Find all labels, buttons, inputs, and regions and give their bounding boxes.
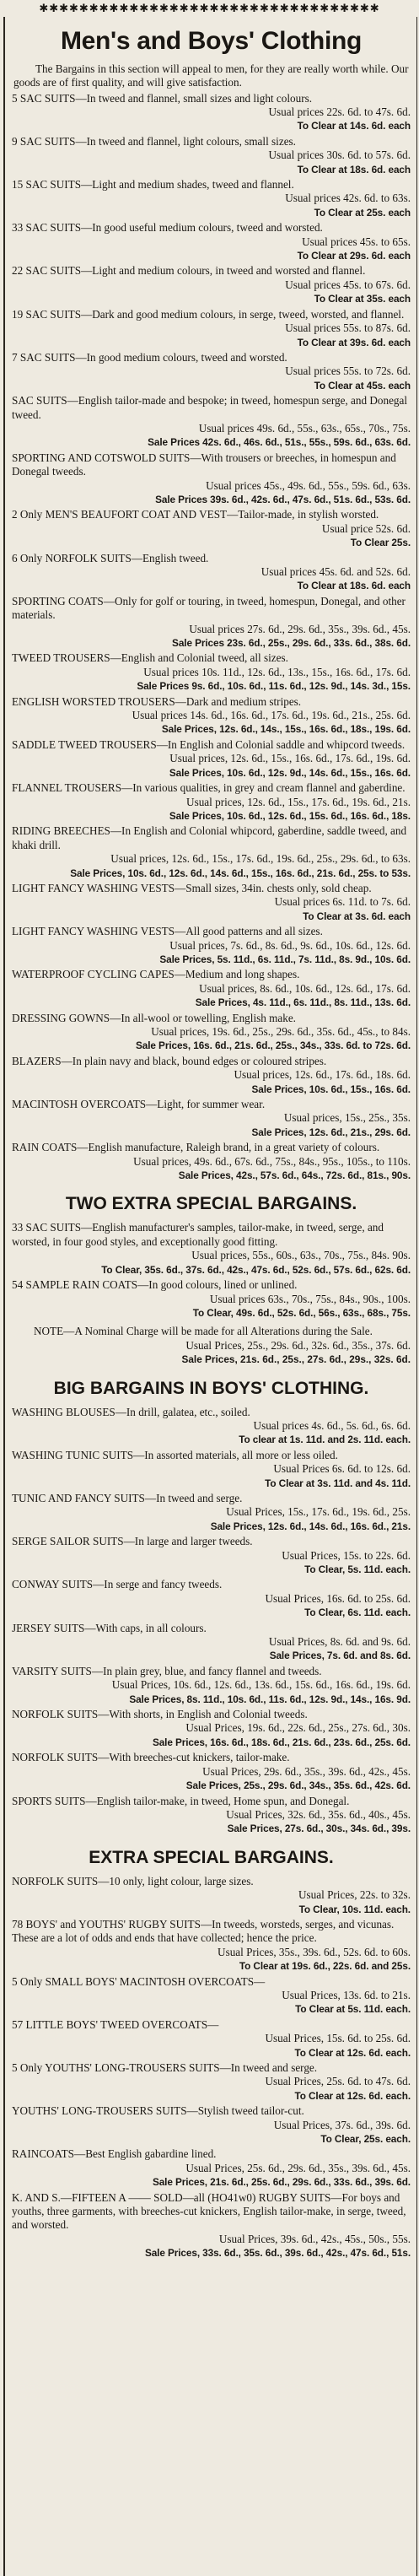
- usual-prices: Usual prices, 19s. 6d., 25s., 29s. 6d., 35s. 6d., 45s., to 84s.: [151, 1025, 411, 1038]
- item-description: YOUTHS' LONG-TROUSERS SUITS—Stylish tweed tailor-cut.: [12, 2104, 304, 2118]
- usual-prices: Usual prices 45s. to 67s. 6d.: [285, 278, 411, 291]
- usual-prices: Usual prices 4s. 6d., 5s. 6d., 6s. 6d.: [253, 1418, 411, 1432]
- item-description: SPORTS SUITS—English tailor-make, in tweed, Home spun, and Donegal.: [12, 1794, 350, 1807]
- sale-prices: Sale Prices 9s. 6d., 10s. 6d., 11s. 6d., 12s. 9d., 14s. 3d., 15s.: [137, 680, 411, 693]
- sale-prices: Sale Prices, 42s., 57s. 6d., 64s., 72s. 6d., 81s., 90s.: [178, 1169, 411, 1182]
- item-description: 6 Only NORFOLK SUITS—English tweed.: [12, 551, 209, 564]
- list-item: [12, 451, 411, 507]
- usual-prices: Usual Prices, 25s. 6d. to 47s. 6d.: [265, 2075, 411, 2088]
- list-item: [12, 1751, 411, 1792]
- sale-prices: Sale Prices, 5s. 11d., 6s. 11d., 7s. 11d., 8s. 9d., 10s. 6d.: [159, 953, 411, 965]
- usual-prices: Usual prices 14s. 6d., 16s. 6d., 17s. 6d., 19s. 6d., 21s., 25s. 6d.: [132, 709, 411, 722]
- sale-prices: Sale Prices, 4s. 11d., 6s. 11d., 8s. 11d., 13s. 6d.: [195, 996, 411, 1009]
- item-description: SADDLE TWEED TROUSERS—In English and Colonial saddle and whipcord tweeds.: [12, 737, 406, 751]
- list-item: [12, 394, 411, 450]
- advertisement-body: [12, 19, 411, 2262]
- sale-prices: Sale Prices, 10s. 6d., 12s. 9d., 14s. 6d., 15s., 16s. 6d.: [169, 766, 411, 779]
- sale-prices: To Clear, 49s. 6d., 52s. 6d., 56s., 63s., 68s., 75s.: [192, 1306, 411, 1319]
- item-description: ENGLISH WORSTED TROUSERS—Dark and medium stripes.: [12, 694, 302, 708]
- item-description: 54 SAMPLE RAIN COATS—In good colours, lined or unlined.: [12, 1278, 298, 1292]
- sale-prices: To Clear, 6s. 11d. each.: [304, 1607, 411, 1619]
- list-item: [12, 695, 411, 737]
- item-description: WASHING BLOUSES—In drill, galatea, etc., soiled.: [12, 1405, 250, 1418]
- sale-prices: To Clear at 12s. 6d. each.: [294, 2089, 411, 2102]
- item-description: CONWAY SUITS—In serge and fancy tweeds.: [12, 1578, 223, 1591]
- item-description: TWEED TROUSERS—English and Colonial tweed, all sizes.: [12, 651, 288, 665]
- section: [12, 92, 411, 1183]
- sale-prices: To Clear at 3s. 11d. and 4s. 11d.: [265, 1477, 411, 1489]
- usual-prices: Usual price 52s. 6d.: [321, 521, 411, 535]
- list-item: [12, 1708, 411, 1749]
- usual-prices: Usual Prices, 22s. to 32s.: [298, 1888, 411, 1902]
- list-item: [12, 1795, 411, 1836]
- sale-prices: To Clear at 45s. each: [314, 379, 411, 392]
- usual-prices: Usual Prices, 25s., 29s. 6d., 32s. 6d., 35s., 37s. 6d.: [185, 1338, 411, 1352]
- list-item: [12, 2018, 411, 2060]
- list-item: [12, 264, 411, 305]
- sale-prices: Sale Prices 42s. 6d., 46s. 6d., 51s., 55s., 59s. 6d., 63s. 6d.: [148, 436, 411, 449]
- list-item: [12, 1875, 411, 1916]
- sale-prices: Sale Prices, 8s. 11d., 10s. 6d., 11s. 6d., 12s. 9d., 14s., 16s. 9d.: [129, 1693, 411, 1705]
- usual-prices: Usual prices 27s. 6d., 29s. 6d., 35s., 39s. 6d., 45s.: [189, 622, 411, 635]
- sale-prices: To Clear at 35s. each: [314, 293, 411, 305]
- item-description: FLANNEL TROUSERS—In various qualities, in grey and cream flannel and gaberdine.: [12, 781, 406, 795]
- item-description: 57 LITTLE BOYS' TWEED OVERCOATS—: [12, 2017, 219, 2031]
- item-description: 22 SAC SUITS—Light and medium colours, in tweed and worsted and flannel.: [12, 264, 366, 278]
- item-description: MACINTOSH OVERCOATS—Light, for summer wear.: [12, 1098, 266, 1111]
- usual-prices: Usual Prices, 25s. 6d., 29s. 6d., 35s., 39s. 6d., 45s.: [185, 2161, 411, 2174]
- usual-prices: Usual Prices, 37s. 6d., 39s. 6d.: [273, 2118, 411, 2131]
- usual-prices: Usual prices, 12s. 6d., 15s., 17s. 6d., 19s. 6d., 21s.: [186, 795, 411, 808]
- list-item: [12, 1406, 411, 1447]
- sale-prices: To Clear at 19s. 6d., 22s. 6d. and 25s.: [239, 1960, 411, 1973]
- sale-prices: To Clear at 5s. 11d. each.: [295, 2003, 411, 2016]
- usual-prices: Usual Prices, 16s. 6d. to 25s. 6d.: [265, 1591, 411, 1605]
- usual-prices: Usual prices 10s. 11d., 12s. 6d., 13s., 15s., 16s. 6d., 17s. 6d.: [143, 665, 411, 678]
- item-description: 33 SAC SUITS—In good useful medium colours, tweed and worsted.: [12, 221, 323, 235]
- list-item: [12, 968, 411, 1009]
- sale-prices: To Clear at 25s. each: [314, 206, 411, 219]
- item-description: 7 SAC SUITS—In good medium colours, tweed and worsted.: [12, 350, 287, 364]
- item-description: NORFOLK SUITS—With shorts, in English and Colonial tweeds.: [12, 1708, 308, 1721]
- usual-prices: Usual prices, 12s. 6d., 15s., 16s. 6d., 17s. 6d., 19s. 6d.: [169, 752, 411, 765]
- usual-prices: Usual Prices, 35s., 39s. 6d., 52s. 6d. to 60s.: [218, 1945, 411, 1958]
- usual-prices: Usual prices, 15s., 25s., 35s.: [283, 1111, 411, 1125]
- sale-prices: Sale Prices, 33s. 6d., 35s. 6d., 39s. 6d., 42s., 47s. 6d., 51s.: [144, 2247, 411, 2260]
- sale-prices: To Clear 25s.: [350, 537, 411, 549]
- item-description: NORFOLK SUITS—10 only, light colour, large sizes.: [12, 1874, 254, 1887]
- item-description: 33 SAC SUITS—English manufacturer's samples, tailor-make, in tweed, serge, and worsted, in four good styles, and exceptionally good fitting.: [12, 1221, 384, 1248]
- list-item: [12, 135, 411, 176]
- item-description: K. AND S.—FIFTEEN A —— SOLD—all (HO41w0) RUGBY SUITS—For boys and youths, three garments, with breeches-cut knickers, English tailor-make, in serge, tweed, and worsted.: [12, 2190, 406, 2232]
- sale-prices: Sale Prices 39s. 6d., 42s. 6d., 47s. 6d., 51s. 6d., 53s. 6d.: [155, 493, 411, 505]
- item-description: SAC SUITS—English tailor-made and bespoke; in tweed, homespun serge, and Donegal tweed.: [12, 394, 408, 421]
- usual-prices: Usual prices, 12s. 6d., 17s. 6d., 18s. 6d.: [234, 1068, 411, 1082]
- list-item: [12, 2061, 411, 2103]
- sale-prices: Sale Prices, 12s. 6d., 21s., 29s. 6d.: [251, 1126, 411, 1138]
- item-description: RAINCOATS—Best English gabardine lined.: [12, 2147, 217, 2161]
- sale-prices: Sale Prices, 12s. 6d., 14s. 6d., 16s. 6d., 21s.: [210, 1520, 411, 1532]
- headline: Men's and Boys' Clothing: [60, 27, 363, 55]
- list-item: [12, 1012, 411, 1053]
- sale-prices: Sale Prices 23s. 6d., 25s., 29s. 6d., 33s. 6d., 38s. 6d.: [172, 637, 411, 650]
- sale-prices: To Clear at 29s. 6d. each: [297, 250, 411, 262]
- section-title: TWO EXTRA SPECIAL BARGAINS.: [65, 1194, 357, 1214]
- sale-prices: Sale Prices, 21s. 6d., 25s., 27s. 6d., 29s., 32s. 6d.: [181, 1353, 411, 1366]
- list-item: [12, 1449, 411, 1490]
- list-item: [12, 1141, 411, 1182]
- item-description: RIDING BREECHES—In English and Colonial whipcord, gaberdine, saddle tweed, and khaki drill.: [12, 824, 407, 851]
- usual-prices: Usual prices 55s. to 87s. 6d.: [285, 321, 411, 335]
- usual-prices: Usual prices, 7s. 6d., 8s. 6d., 9s. 6d., 10s. 6d., 12s. 6d.: [169, 938, 411, 952]
- usual-prices: Usual Prices, 13s. 6d. to 21s.: [282, 1988, 411, 2001]
- item-description: JERSEY SUITS—With caps, in all colours.: [12, 1621, 207, 1634]
- sale-prices: Sale Prices, 7s. 6d. and 8s. 6d.: [269, 1650, 411, 1662]
- item-description: 5 Only YOUTHS' LONG-TROUSERS SUITS—In tweed and serge.: [12, 2061, 318, 2074]
- item-description: WATERPROOF CYCLING CAPES—Medium and long shapes.: [12, 968, 300, 981]
- list-item: [12, 1055, 411, 1096]
- item-description: NORFOLK SUITS—With breeches-cut knickers, tailor-make.: [12, 1751, 290, 1764]
- list-item: [12, 178, 411, 219]
- item-description: DRESSING GOWNS—In all-wool or towelling, English make.: [12, 1011, 296, 1024]
- sale-prices: Sale Prices, 25s., 29s. 6d., 34s., 35s. 6d., 42s. 6d.: [185, 1779, 411, 1792]
- usual-prices: Usual Prices, 15s. 6d. to 25s. 6d.: [265, 2032, 411, 2045]
- usual-prices: Usual prices 45s. to 65s.: [302, 235, 411, 248]
- item-description: 9 SAC SUITS—In tweed and flannel, light colours, small sizes.: [12, 134, 296, 148]
- sale-prices: To Clear, 10s. 11d. each.: [298, 1903, 411, 1915]
- usual-prices: Usual Prices, 10s. 6d., 12s. 6d., 13s. 6d., 15s. 6d., 16s. 6d., 19s. 6d.: [111, 1678, 411, 1692]
- list-item: [12, 824, 411, 880]
- sale-prices: To Clear at 3s. 6d. each: [303, 910, 411, 922]
- intro-paragraph: The Bargains in this section will appeal to men, for they are really worth while. Our goods are of first quality, and will give satisfaction.: [13, 62, 409, 89]
- list-item: [12, 1578, 411, 1619]
- star-border: ✱✱✱✱✱✱✱✱✱✱✱✱✱✱✱✱✱✱✱✱✱✱✱✱✱✱✱✱✱✱✱✱✱✱: [39, 3, 380, 15]
- item-description: 5 Only SMALL BOYS' MACINTOSH OVERCOATS—: [12, 1974, 266, 1988]
- usual-prices: Usual prices 42s. 6d. to 63s.: [285, 192, 411, 205]
- right-column-rule: [416, 17, 417, 2576]
- sale-prices: To Clear, 25s. each.: [320, 2133, 411, 2146]
- sale-prices: To Clear at 39s. 6d. each: [297, 336, 411, 348]
- item-description: SPORTING COATS—Only for golf or touring, in tweed, homespun, Donegal, and other materials.: [12, 594, 406, 622]
- item-description: BLAZERS—In plain navy and black, bound edges or coloured stripes.: [12, 1054, 327, 1067]
- item-description: 19 SAC SUITS—Dark and good medium colours, in serge, tweed, worsted, and flannel.: [12, 307, 405, 321]
- section-title: BIG BARGAINS IN BOYS' CLOTHING.: [53, 1378, 369, 1398]
- item-description: VARSITY SUITS—In plain grey, blue, and fancy flannel and tweeds.: [12, 1664, 322, 1677]
- usual-prices: Usual prices, 49s. 6d., 67s. 6d., 75s., 84s., 95s., 105s., to 110s.: [133, 1154, 411, 1168]
- usual-prices: Usual prices 63s., 70s., 75s., 84s., 90s., 100s.: [209, 1292, 411, 1305]
- section: [12, 1375, 411, 1836]
- list-item: [12, 1098, 411, 1139]
- sale-prices: Sale Prices, 12s. 6d., 14s., 15s., 16s. 6d., 18s., 19s. 6d.: [161, 723, 411, 736]
- sale-prices: Sale Prices, 21s. 6d., 25s. 6d., 29s. 6d., 33s. 6d., 39s. 6d.: [152, 2176, 411, 2189]
- list-item: [12, 508, 411, 549]
- usual-prices: Usual Prices, 32s. 6d., 35s. 6d., 40s., 45s.: [226, 1807, 411, 1821]
- item-description: WASHING TUNIC SUITS—In assorted materials, all more or less oiled.: [12, 1448, 338, 1461]
- list-item: [12, 308, 411, 349]
- usual-prices: Usual prices, 8s. 6d., 10s. 6d., 12s. 6d., 17s. 6d.: [199, 981, 411, 995]
- list-item: [12, 1535, 411, 1576]
- usual-prices: Usual prices 22s. 6d. to 47s. 6d.: [268, 105, 411, 118]
- sale-prices: Sale Prices, 16s. 6d., 21s. 6d., 25s., 34s., 33s. 6d. to 72s. 6d.: [136, 1040, 411, 1052]
- sale-prices: To Clear at 18s. 6d. each: [297, 163, 411, 176]
- note-text: NOTE—A Nominal Charge will be made for all Alterations during the Sale.: [34, 1325, 373, 1338]
- list-item: [12, 1492, 411, 1533]
- list-item: [12, 595, 411, 651]
- item-description: 78 BOYS' and YOUTHS' RUGBY SUITS—In tweeds, worsteds, serges, and vicunas. These are a lot of odds and ends that have collected; hence the price.: [12, 1917, 395, 1945]
- item-description: TUNIC AND FANCY SUITS—In tweed and serge.: [12, 1491, 243, 1504]
- sale-prices: Sale Prices, 27s. 6d., 30s., 34s. 6d., 39s.: [227, 1823, 411, 1835]
- section: [12, 1844, 411, 2260]
- sale-prices: To clear at 1s. 11d. and 2s. 11d. each.: [239, 1434, 411, 1446]
- sale-prices: To Clear at 14s. 6d. each: [297, 120, 411, 132]
- list-item: [12, 221, 411, 262]
- sale-prices: To Clear, 5s. 11d. each.: [304, 1563, 411, 1575]
- item-description: LIGHT FANCY WASHING VESTS—All good patterns and all sizes.: [12, 925, 323, 938]
- item-description: 2 Only MEN'S BEAUFORT COAT AND VEST—Tailor-made, in stylish worsted.: [12, 508, 379, 521]
- usual-prices: Usual Prices, 8s. 6d. and 9s. 6d.: [268, 1635, 411, 1649]
- usual-prices: Usual prices 55s. to 72s. 6d.: [285, 365, 411, 378]
- list-item: [12, 92, 411, 133]
- list-item: [12, 925, 411, 966]
- usual-prices: Usual prices 6s. 11d. to 7s. 6d.: [274, 895, 411, 909]
- usual-prices: Usual prices, 55s., 60s., 63s., 70s., 75s., 84s. 90s.: [191, 1249, 411, 1262]
- usual-prices: Usual prices 49s. 6d., 55s., 63s., 65s., 70s., 75s.: [198, 421, 411, 435]
- left-column-rule: [3, 17, 5, 2576]
- sale-prices: Sale Prices, 16s. 6d., 18s. 6d., 21s. 6d., 23s. 6d., 25s. 6d.: [152, 1736, 411, 1748]
- list-item: [12, 651, 411, 693]
- item-description: 5 SAC SUITS—In tweed and flannel, small sizes and light colours.: [12, 91, 313, 105]
- sale-prices: To Clear at 12s. 6d. each.: [294, 2046, 411, 2059]
- list-item: [12, 1665, 411, 1706]
- list-item: [12, 1622, 411, 1663]
- item-description: RAIN COATS—English manufacture, Raleigh brand, in a great variety of colours.: [12, 1141, 380, 1154]
- sale-prices: Sale Prices, 10s. 6d., 12s. 6d., 15s. 6d., 16s. 6d., 18s.: [169, 809, 411, 822]
- usual-prices: Usual prices, 12s. 6d., 15s., 17s. 6d., 19s. 6d., 25s., 29s. 6d., to 63s.: [110, 852, 411, 866]
- alterations-note: [12, 1325, 411, 1366]
- sale-prices: To Clear at 18s. 6d. each: [297, 580, 411, 592]
- section-title: EXTRA SPECIAL BARGAINS.: [89, 1847, 334, 1867]
- list-item: [12, 1278, 411, 1320]
- usual-prices: Usual Prices, 15s. to 22s. 6d.: [282, 1548, 411, 1562]
- usual-prices: Usual prices 45s., 49s. 6d., 55s., 59s. 6d., 63s.: [206, 478, 411, 492]
- list-item: [12, 738, 411, 780]
- list-item: [12, 1918, 411, 1974]
- sections: [12, 92, 411, 2260]
- item-description: SERGE SAILOR SUITS—In large and larger tweeds.: [12, 1535, 253, 1548]
- list-item: [12, 2191, 411, 2260]
- usual-prices: Usual Prices, 39s. 6d., 42s., 45s., 50s., 55s.: [218, 2232, 411, 2245]
- list-item: [12, 1975, 411, 2017]
- item-description: 15 SAC SUITS—Light and medium shades, tweed and flannel.: [12, 178, 294, 192]
- usual-prices: Usual Prices, 19s. 6d., 22s. 6d., 25s., 27s. 6d., 30s.: [185, 1721, 411, 1735]
- list-item: [12, 2147, 411, 2189]
- list-item: [12, 1221, 411, 1277]
- section: [12, 1191, 411, 1366]
- sale-prices: To Clear, 35s. 6d., 37s. 6d., 42s., 47s. 6d., 52s. 6d., 57s. 6d., 62s. 6d.: [101, 1263, 411, 1276]
- item-description: LIGHT FANCY WASHING VESTS—Small sizes, 34in. chests only, sold cheap.: [12, 881, 372, 894]
- usual-prices: Usual Prices 6s. 6d. to 12s. 6d.: [273, 1462, 411, 1476]
- list-item: [12, 351, 411, 392]
- usual-prices: Usual prices 30s. 6d. to 57s. 6d.: [268, 149, 411, 162]
- usual-prices: Usual Prices, 15s., 17s. 6d., 19s. 6d., 25s.: [226, 1505, 411, 1519]
- sale-prices: Sale Prices, 10s. 6d., 12s. 6d., 14s. 6d., 15s., 16s. 6d., 21s. 6d., 25s. to 53s.: [70, 867, 411, 879]
- list-item: [12, 781, 411, 823]
- usual-prices: Usual Prices, 29s. 6d., 35s., 39s. 6d., 42s., 45s.: [202, 1764, 411, 1778]
- item-description: SPORTING AND COTSWOLD SUITS—With trousers or breeches, in homespun and Donegal tweeds.: [12, 451, 396, 478]
- usual-prices: Usual prices 45s. 6d. and 52s. 6d.: [261, 565, 411, 578]
- list-item: [12, 552, 411, 593]
- list-item: [12, 2104, 411, 2146]
- list-item: [12, 882, 411, 923]
- sale-prices: Sale Prices, 10s. 6d., 15s., 16s. 6d.: [251, 1083, 411, 1095]
